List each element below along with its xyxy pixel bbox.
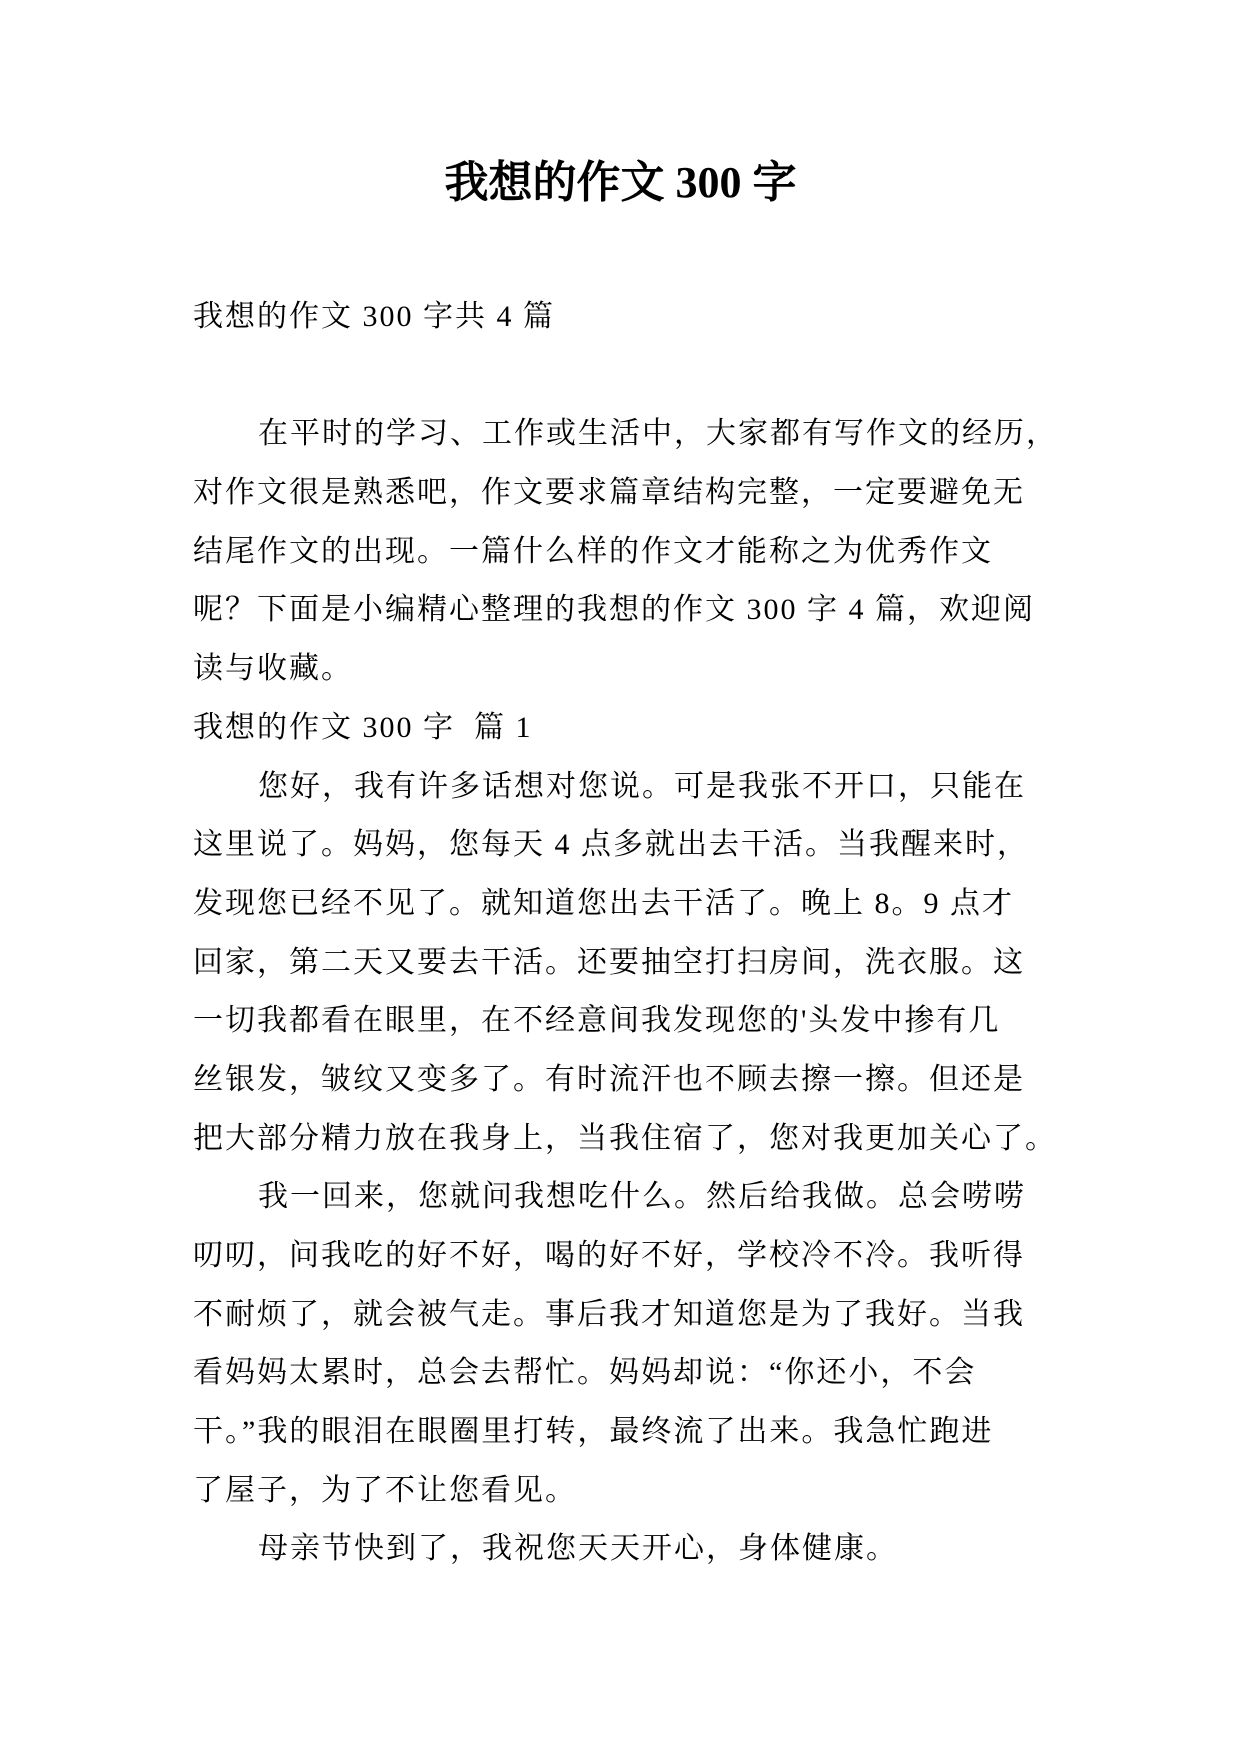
intro-line: 对作文很是熟悉吧，作文要求篇章结构完整，一定要避免无 [193,476,1025,510]
paragraph-line: 母亲节快到了，我祝您天天开心，身体健康。 [258,1532,898,1566]
document-body [193,288,1153,1579]
paragraph-line: 发现您已经不见了。就知道您出去干活了。晚上 8。9 点才 [193,886,1014,920]
intro-line: 在平时的学习、工作或生活中，大家都有写作文的经历， [258,417,1058,451]
essay-heading: 我想的作文 300 字 篇 1 [193,710,533,744]
paragraph-line: 叨叨，问我吃的好不好，喝的好不好，学校冷不冷。我听得 [193,1239,1025,1272]
intro-line: 呢？下面是小编精心整理的我想的作文 300 字 4 篇，欢迎阅 [193,593,1035,627]
essay-section [193,699,1153,1579]
intro-line: 结尾作文的出现。一篇什么样的作文才能称之为优秀作文 [193,534,993,568]
paragraph-line: 干。”我的眼泪在眼圈里打转，最终流了出来。我急忙跑进 [193,1415,994,1449]
paragraph-line: 您好，我有许多话想对您说。可是我张不开口，只能在 [258,769,1026,803]
paragraph-line: 了屋子，为了不让您看见。 [193,1473,577,1507]
paragraph-line: 丝银发，皱纹又变多了。有时流汗也不顾去擦一擦。但还是 [193,1062,1025,1096]
essay-paragraph [193,758,1153,1169]
paragraph-line: 我一回来，您就问我想吃什么。然后给我做。总会唠唠 [258,1180,1026,1214]
essay-paragraph [193,1520,1153,1579]
paragraph-line: 看妈妈太累时，总会去帮忙。妈妈却说：“你还小，不会 [193,1356,977,1390]
paragraph-line: 一切我都看在眼里，在不经意间我发现您的'头发中掺有几 [193,1004,1001,1038]
intro-line: 读与收藏。 [193,652,353,686]
paragraph-line: 不耐烦了，就会被气走。事后我才知道您是为了我好。当我 [193,1297,1025,1331]
document-title: 我想的作文 300 字 [444,158,797,207]
essay-paragraph [193,1168,1153,1520]
paragraph-line: 这里说了。妈妈，您每天 4 点多就出去干活。当我醒来时， [193,828,1029,862]
paragraph-line: 回家，第二天又要去干活。还要抽空打扫房间，洗衣服。这 [193,945,1025,979]
blank-line [193,347,1153,406]
intro-paragraph [193,405,1153,698]
paragraph-line: 把大部分精力放在我身上，当我住宿了，您对我更加关心了。 [193,1121,1057,1155]
document-subtitle: 我想的作文 300 字共 4 篇 [193,300,555,333]
